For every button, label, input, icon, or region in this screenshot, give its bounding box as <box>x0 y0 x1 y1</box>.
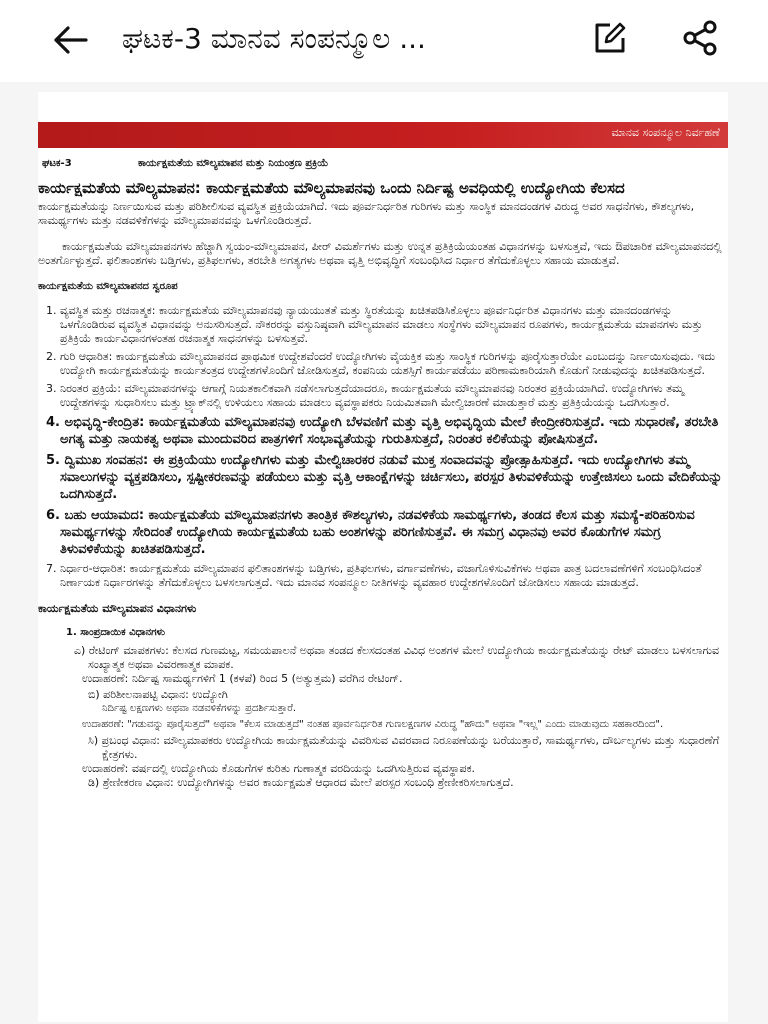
method-checklist-line: ನಿರ್ದಿಷ್ಟ ಲಕ್ಷಣಗಳು ಅಥವಾ ನಡವಳಿಕೆಗಳನ್ನು ಪ್ರದರ್ಶಿಸುತ್ತಾರೆ. <box>102 703 297 714</box>
list-item: 6. ಬಹು ಆಯಾಮದ: ಕಾರ್ಯಕ್ಷಮತೆಯ ಮೌಲ್ಯಮಾಪನಗಳು ತಾಂತ್ರಿಕ ಕೌಶಲ್ಯಗಳು, ನಡವಳಿಕೆಯ ಸಾಮರ್ಥ್ಯಗಳು, ತಂಡದ ಕೆಲಸ ಮತ್ತು ಸಮಸ್ಯೆ-ಪರಿಹರಿಸುವ ಸಾಮರ್ಥ್ಯಗಳನ್ನು ಸೇರಿದಂತೆ ಉದ್ಯೋಗಿಯ ಕಾರ್ಯಕ್ಷಮತೆಯ ಬಹು ಅಂಶಗಳನ್ನು ಪರಿಗಣಿಸುತ್ತವೆ. ಈ ಸಮಗ್ರ ವಿಧಾನವು ಅವರ ಕೊಡುಗೆಗಳ ಸಮಗ್ರ ತಿಳುವಳಿಕೆಯನ್ನು ಖಚಿತಪಡಿಸುತ್ತದೆ. <box>46 508 695 557</box>
list-item: 5. ದ್ವಿಮುಖ ಸಂವಹನ: ಈ ಪ್ರಕ್ರಿಯೆಯು ಉದ್ಯೋಗಿಗಳು ಮತ್ತು ಮೇಲ್ವಿಚಾರಕರ ನಡುವೆ ಮುಕ್ತ ಸಂವಾದವನ್ನು ಪ್ರೋತ್ಸಾಹಿಸುತ್ತದೆ. ಇದು ಉದ್ಯೋಗಿಗಳು ತಮ್ಮ ಸವಾಲುಗಳನ್ನು ವ್ಯಕ್ತಪಡಿಸಲು, ಸ್ಪಷ್ಟೀಕರಣವನ್ನು ಪಡೆಯಲು ಮತ್ತು ವೃತ್ತಿ ಆಕಾಂಕ್ಷೆಗಳನ್ನು ಚರ್ಚಿಸಲು, ಪರಸ್ಪರ ತಿಳುವಳಿಕೆಯನ್ನು ಉತ್ತೇಜಿಸಲು ಒಂದು ವೇದಿಕೆಯನ್ನು ಒದಗಿಸುತ್ತದೆ. <box>46 453 723 502</box>
header-banner <box>38 122 728 148</box>
back-button[interactable] <box>48 20 92 60</box>
method-essay-example: ಉದಾಹರಣೆ: ವರ್ಷದಲ್ಲಿ ಉದ್ಯೋಗಿಯ ಕೊಡುಗೆಗಳ ಕುರಿತು ಗುಣಾತ್ಮಕ ವರದಿಯನ್ನು ಒದಗಿಸುತ್ತಿರುವ ವ್ಯವಸ್ಥಾಪಕ. <box>82 762 476 775</box>
document-title: ಘಟಕ-3 ಮಾನವ ಸಂಪನ್ಮೂಲ ... <box>122 22 426 55</box>
app-bar <box>0 0 768 82</box>
section-heading: ಕಾರ್ಯಕ್ಷಮತೆಯ ಮೌಲ್ಯಮಾಪನ: ಕಾರ್ಯಕ್ಷಮತೆಯ ಮೌಲ್ಯಮಾಪನವು ಒಂದು ನಿರ್ದಿಷ್ಟ ಅವಧಿಯಲ್ಲಿ ಉದ್ಯೋಗಿಯ ಕೆಲಸದ <box>38 179 625 197</box>
method-rating-example: ಉದಾಹರಣೆ: ನಿರ್ದಿಷ್ಟ ಸಾಮರ್ಥ್ಯಗಳಿಗೆ 1 (ಕಳಪೆ) ರಿಂದ 5 (ಅತ್ಯುತ್ತಮ) ವರೆಗಿನ ರೇಟಿಂಗ್. <box>82 672 403 685</box>
list-item: 3. ನಿರಂತರ ಪ್ರಕ್ರಿಯೆ: ಮೌಲ್ಯಮಾಪನಗಳನ್ನು ಆಗಾಗ್ಗೆ ನಿಯತಕಾಲಿಕವಾಗಿ ನಡೆಸಲಾಗುತ್ತದೆಯಾದರೂ, ಕಾರ್ಯಕ್ಷಮತೆಯ ಮೌಲ್ಯಮಾಪನವು ನಿರಂತರ ಪ್ರಕ್ರಿಯೆಯಾಗಿದೆ. ಉದ್ಯೋಗಿಗಳು ತಮ್ಮ ಉದ್ದೇಶಗಳನ್ನು ಸುಧಾರಿಸಲು ಮತ್ತು ಟ್ರ್ಯಾಕ್‌ನಲ್ಲಿ ಉಳಿಯಲು ಸಹಾಯ ಮಾಡಲು ವ್ಯವಸ್ಥಾಪಕರು ನಿಯಮಿತವಾಗಿ ಮೇಲ್ವಿಚಾರಣೆ ಮಾಡುತ್ತಾರೆ ಮತ್ತು ಪ್ರತಿಕ್ರಿಯೆಯನ್ನು ಒದಗಿಸುತ್ತಾರೆ. <box>46 382 684 409</box>
document-body <box>38 178 728 790</box>
edit-icon <box>590 18 630 58</box>
edit-button[interactable] <box>590 18 630 58</box>
share-icon <box>680 18 720 58</box>
section-nature-heading: ಕಾರ್ಯಕ್ಷಮತೆಯ ಮೌಲ್ಯಮಾಪನದ ಸ್ವರೂಪ <box>38 281 178 292</box>
list-item: 1. ವ್ಯವಸ್ಥಿತ ಮತ್ತು ರಚನಾತ್ಮಕ: ಕಾರ್ಯಕ್ಷಮತೆಯ ಮೌಲ್ಯಮಾಪನವು ನ್ಯಾಯಯುತತೆ ಮತ್ತು ಸ್ಥಿರತೆಯನ್ನು ಖಚಿತಪಡಿಸಿಕೊಳ್ಳಲು ಪೂರ್ವನಿರ್ಧರಿತ ವಿಧಾನಗಳು ಮತ್ತು ಮಾನದಂಡಗಳನ್ನು ಒಳಗೊಂಡಿರುವ ವ್ಯವಸ್ಥಿತ ವಿಧಾನವನ್ನು ಅನುಸರಿಸುತ್ತದೆ. ನೌಕರರನ್ನು ವಸ್ತುನಿಷ್ಠವಾಗಿ ಮೌಲ್ಯಮಾಪನ ಮಾಡಲು ಸಂಸ್ಥೆಗಳು ಮೌಲ್ಯಮಾಪನ ರೂಪಗಳು, ಕಾರ್ಯಕ್ಷಮತೆಯ ಮಾಪನಗಳು ಮತ್ತು ಪ್ರತಿಕ್ರಿಯೆ ಕಾರ್ಯವಿಧಾನಗಳಂತಹ ರಚನಾತ್ಮಕ ಸಾಧನಗಳನ್ನು ಬಳಸುತ್ತವೆ. <box>46 304 703 345</box>
chapter-title: ಕಾರ್ಯಕ್ಷಮತೆಯ ಮೌಲ್ಯಮಾಪನ ಮತ್ತು ನಿಯಂತ್ರಣ ಪ್ರಕ್ರಿಯೆ <box>138 158 329 169</box>
list-item: 7. ನಿರ್ಧಾರ-ಆಧಾರಿತ: ಕಾರ್ಯಕ್ಷಮತೆಯ ಮೌಲ್ಯಮಾಪನ ಫಲಿತಾಂಶಗಳನ್ನು ಬಡ್ತಿಗಳು, ಪ್ರತಿಫಲಗಳು, ವರ್ಗಾವಣೆಗಳು, ವಜಾಗೊಳಿಸುವಿಕೆಗಳು ಅಥವಾ ಪಾತ್ರ ಬದಲಾವಣೆಗಳಿಗೆ ಸಂಬಂಧಿಸಿದಂತೆ ನಿರ್ಣಾಯಕ ನಿರ್ಧಾರಗಳನ್ನು ತೆಗೆದುಕೊಳ್ಳಲು ಬಳಸಲಾಗುತ್ತದೆ. ಇದು ಮಾನವ ಸಂಪನ್ಮೂಲ ನೀತಿಗಳನ್ನು ವ್ಯವಹಾರ ಉದ್ದೇಶಗಳೊಂದಿಗೆ ಜೋಡಿಸಲು ಸಹಾಯ ಮಾಡುತ್ತದೆ. <box>46 562 702 589</box>
document-page[interactable] <box>38 92 728 1022</box>
method-rating-scales: ಎ) ರೇಟಿಂಗ್ ಮಾಪಕಗಳು: ಕೆಲಸದ ಗುಣಮಟ್ಟ, ಸಮಯಪಾಲನೆ ಅಥವಾ ತಂಡದ ಕೆಲಸದಂತಹ ವಿವಿಧ ಅಂಶಗಳ ಮೇಲೆ ಉದ್ಯೋಗಿಯ ಕಾರ್ಯಕ್ಷಮತೆಯನ್ನು ರೇಟ್ ಮಾಡಲು ಬಳಸಲಾಗುವ ಸಂಖ್ಯಾತ್ಮಕ ಅಥವಾ ವಿವರಣಾತ್ಮಕ ಮಾಪಕ. <box>74 644 720 671</box>
method-checklist-example: ಉದಾಹರಣೆ: "ಗಡುವನ್ನು ಪೂರೈಸುತ್ತದೆ" ಅಥವಾ "ಕೆಲಸ ಮಾಡುತ್ತದೆ" ನಂತಹ ಪೂರ್ವನಿರ್ಧರಿತ ಗುಣಲಕ್ಷಣಗಳ ವಿರುದ್ಧ "ಹೌದು" ಅಥವಾ "ಇಲ್ಲ" ಎಂದು ಮಾಡುವುದು ಸಹಕಾರದಿಂದ". <box>82 719 664 730</box>
list-item: 4. ಅಭಿವೃದ್ಧಿ-ಕೇಂದ್ರಿತ: ಕಾರ್ಯಕ್ಷಮತೆಯ ಮೌಲ್ಯಮಾಪನವು ಉದ್ಯೋಗಿ ಬೆಳವಣಿಗೆ ಮತ್ತು ವೃತ್ತಿ ಅಭಿವೃದ್ಧಿಯ ಮೇಲೆ ಕೇಂದ್ರೀಕರಿಸುತ್ತದೆ. ಇದು ಸುಧಾರಣೆ, ತರಬೇತಿ ಅಗತ್ಯ ಮತ್ತು ನಾಯಕತ್ವ ಅಥವಾ ಮುಂದುವರಿದ ಪಾತ್ರಗಳಿಗೆ ಸಂಭಾವ್ಯತೆಯನ್ನು ಗುರುತಿಸುತ್ತದೆ, ನಿರಂತರ ಕಲಿಕೆಯನ್ನು ಪೋಷಿಸುತ್ತದೆ. <box>46 415 719 447</box>
unit-label: ಘಟಕ-3 <box>42 158 72 169</box>
list-item: 2. ಗುರಿ ಆಧಾರಿತ: ಕಾರ್ಯಕ್ಷಮತೆಯ ಮೌಲ್ಯಮಾಪನದ ಪ್ರಾಥಮಿಕ ಉದ್ದೇಶವೆಂದರೆ ಉದ್ಯೋಗಿಗಳು ವೈಯಕ್ತಿಕ ಮತ್ತು ಸಾಂಸ್ಥಿಕ ಗುರಿಗಳನ್ನು ಪೂರೈಸುತ್ತಾರೆಯೇ ಎಂಬುದನ್ನು ನಿರ್ಣಯಿಸುವುದು. ಇದು ಉದ್ಯೋಗಿ ಕಾರ್ಯಕ್ಷಮತೆಯನ್ನು ಕಾರ್ಯತಂತ್ರದ ಉದ್ದೇಶಗಳೊಂದಿಗೆ ಜೋಡಿಸುತ್ತದೆ, ಕಂಪನಿಯ ಯಶಸ್ಸಿಗೆ ಕಾರ್ಯಪಡೆಯು ಪರಿಣಾಮಕಾರಿಯಾಗಿ ಕೊಡುಗೆ ನೀಡುವುದನ್ನು ಖಚಿತಪಡಿಸುತ್ತದೆ. <box>46 350 716 377</box>
share-button[interactable] <box>680 18 720 58</box>
arrow-left-icon <box>48 20 92 60</box>
section-methods-heading: ಕಾರ್ಯಕ್ಷಮತೆಯ ಮೌಲ್ಯಮಾಪನ ವಿಧಾನಗಳು <box>38 602 197 615</box>
method-ranking: ಡಿ) ಶ್ರೇಣೀಕರಣ ವಿಧಾನ: ಉದ್ಯೋಗಿಗಳನ್ನು ಅವರ ಕಾರ್ಯಕ್ಷಮತೆ ಆಧಾರದ ಮೇಲೆ ಪರಸ್ಪರ ಸಂಬಂಧಿ ಶ್ರೇಣೀಕರಿಸಲಾಗುತ್ತದೆ. <box>88 776 514 789</box>
intro-paragraph-2: ಕಾರ್ಯಕ್ಷಮತೆಯ ಮೌಲ್ಯಮಾಪನಗಳು ಹೆಚ್ಚಾಗಿ ಸ್ವಯಂ-ಮೌಲ್ಯಮಾಪನ, ಪೀರ್ ವಿಮರ್ಶೆಗಳು ಮತ್ತು ಉನ್ನತ ಪ್ರತಿಕ್ರಿಯೆಯಂತಹ ವಿಧಾನಗಳನ್ನು ಬಳಸುತ್ತವೆ, ಇದು ಔಪಚಾರಿಕ ಮೌಲ್ಯಮಾಪನದಲ್ಲಿ ಅಂತರ್ಗೊಳ್ಳುತ್ತದೆ. ಫಲಿತಾಂಶಗಳು ಬಡ್ತಿಗಳು, ಪ್ರತಿಫಲಗಳು, ತರಬೇತಿ ಅಗತ್ಯಗಳು ಅಥವಾ ವೃತ್ತಿ ಅಭಿವೃದ್ಧಿಗೆ ಸಂಬಂಧಿಸಿದ ನಿರ್ಧಾರ ತೆಗೆದುಕೊಳ್ಳಲು ಸಹಾಯ ಮಾಡುತ್ತವೆ. <box>38 240 722 267</box>
method-essay: ಸಿ) ಪ್ರಬಂಧ ವಿಧಾನ: ಮೌಲ್ಯಮಾಪಕರು ಉದ್ಯೋಗಿಯ ಕಾರ್ಯಕ್ಷಮತೆಯನ್ನು ವಿವರಿಸುವ ವಿವರವಾದ ನಿರೂಪಣೆಯನ್ನು ಬರೆಯುತ್ತಾರೆ, ಸಾಮರ್ಥ್ಯಗಳು, ದೌರ್ಬಲ್ಯಗಳು ಮತ್ತು ಸುಧಾರಣೆಗೆ ಕ್ಷೇತ್ರಗಳು. <box>88 734 720 761</box>
subsection-heading: 1. ಸಾಂಪ್ರದಾಯಿಕ ವಿಧಾನಗಳು <box>66 627 166 638</box>
method-checklist: ಬಿ) ಪರಿಶೀಲನಾಪಟ್ಟಿ ವಿಧಾನ: ಉದ್ಯೋಗಿ <box>88 688 228 701</box>
intro-paragraph-1: ಕಾರ್ಯಕ್ಷಮತೆಯನ್ನು ನಿರ್ಣಯಿಸುವ ಮತ್ತು ಪರಿಶೀಲಿಸುವ ವ್ಯವಸ್ಥಿತ ಪ್ರಕ್ರಿಯೆಯಾಗಿದೆ. ಇದು ಪೂರ್ವನಿರ್ಧರಿತ ಗುರಿಗಳು ಮತ್ತು ಸಾಂಸ್ಥಿಕ ಮಾನದಂಡಗಳ ವಿರುದ್ಧ ಅವರ ಸಾಧನೆಗಳು, ಕೌಶಲ್ಯಗಳು, ಸಾಮರ್ಥ್ಯಗಳು ಮತ್ತು ನಡವಳಿಕೆಗಳನ್ನು ಮೌಲ್ಯಮಾಪನವನ್ನು ಒಳಗೊಂಡಿರುತ್ತದೆ. <box>38 200 695 227</box>
banner-text: ಮಾನವ ಸಂಪನ್ಮೂಲ ನಿರ್ವಹಣೆ <box>611 126 720 139</box>
